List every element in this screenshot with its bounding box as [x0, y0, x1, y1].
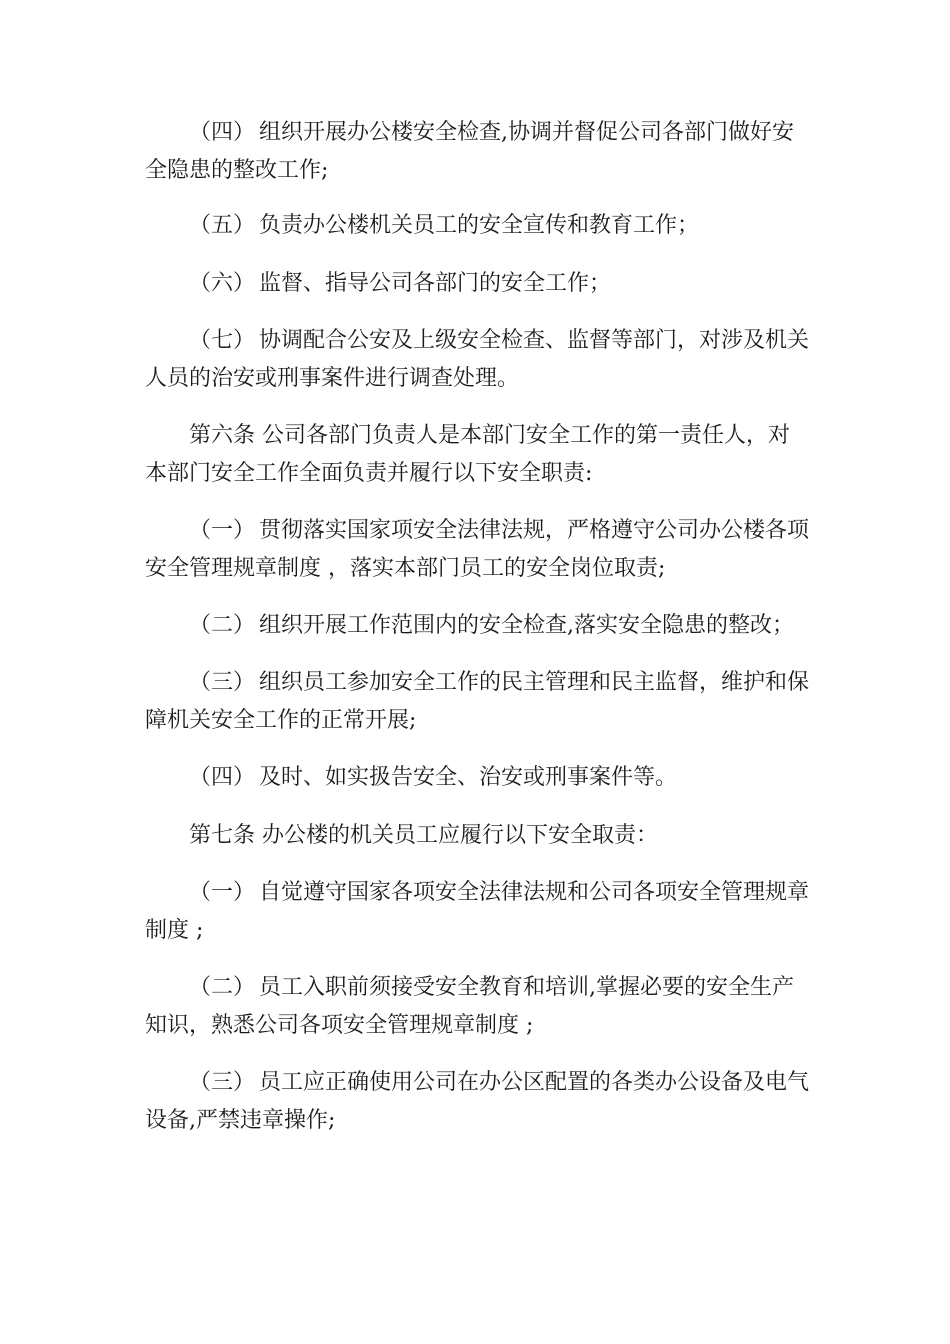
item-marker: （四）: [189, 120, 256, 145]
paragraph-item-4b: [145, 759, 810, 797]
paragraph-item-1b: [145, 874, 810, 950]
paragraph-item-2b: [145, 969, 810, 1045]
paragraph-text: 及时、如实扱告安全、治安或刑事案件等。: [259, 765, 678, 790]
paragraph-text: 员工应正确使用公司在办公区配置的各类办公设备及电气设备,严禁违章操作;: [145, 1070, 810, 1133]
item-marker: （六）: [189, 271, 256, 296]
item-marker: （三）: [189, 670, 256, 695]
item-marker: （三）: [189, 1070, 256, 1095]
paragraph-item-7: [145, 322, 810, 398]
paragraph-item-3: [145, 664, 810, 740]
paragraph-text: 组织开展工作范围内的安全检查,落实安全隐患的整改；: [259, 613, 794, 638]
paragraph-text: 第六条 公司各部门负责人是本部门安全工作的第一责任人，对本部门安全工作全面负责并履行以下安全职责:: [145, 423, 790, 486]
paragraph-text: 员工入职前须接受安全教育和培训,掌握必要的安全生产知识，熟悉公司各项安全管理规章制度 ;: [145, 975, 794, 1038]
item-marker: （四）: [189, 765, 256, 790]
item-marker: （二）: [189, 613, 256, 638]
paragraph-item-4: [145, 114, 810, 190]
item-marker: （二）: [189, 975, 256, 1000]
paragraph-item-5: [145, 207, 810, 245]
article-7: [145, 817, 810, 855]
item-marker: （一）: [189, 518, 256, 543]
paragraph-item-1: [145, 512, 810, 588]
paragraph-text: 组织开展办公楼安全检查,协调并督促公司各部门做好安全隐患的整改工作;: [145, 120, 794, 183]
item-marker: （五）: [189, 213, 256, 238]
paragraph-text: 第七条 办公楼的机关员工应履行以下安全取责：: [189, 823, 658, 848]
paragraph-text: 贯彻落实国家项安全法律法规，严格遵守公司办公楼各项安全管理规章制度 ，落实本部门员工的安全岗位取责;: [145, 518, 810, 581]
item-marker: （一）: [189, 880, 256, 905]
item-marker: （七）: [189, 328, 256, 353]
paragraph-text: 自觉遵守国家各项安全法律法规和公司各项安全管理规章制度 ;: [145, 880, 810, 943]
article-6: [145, 417, 810, 493]
paragraph-text: 监督、指导公司各部门的安全工作；: [259, 271, 612, 296]
paragraph-item-3b: [145, 1064, 810, 1140]
paragraph-text: 组织员工参加安全工作的民主管理和民主监督，维护和保障机关安全工作的正常开展;: [145, 670, 810, 733]
paragraph-text: 负责办公楼机关员工的安全宣传和教育工作；: [259, 213, 700, 238]
paragraph-item-2: [145, 607, 810, 645]
paragraph-text: 协调配合公安及上级安全检查、监督等部门，对涉及机关人员的治安或刑事案件进行调查处理。: [145, 328, 810, 391]
paragraph-item-6: [145, 265, 810, 303]
